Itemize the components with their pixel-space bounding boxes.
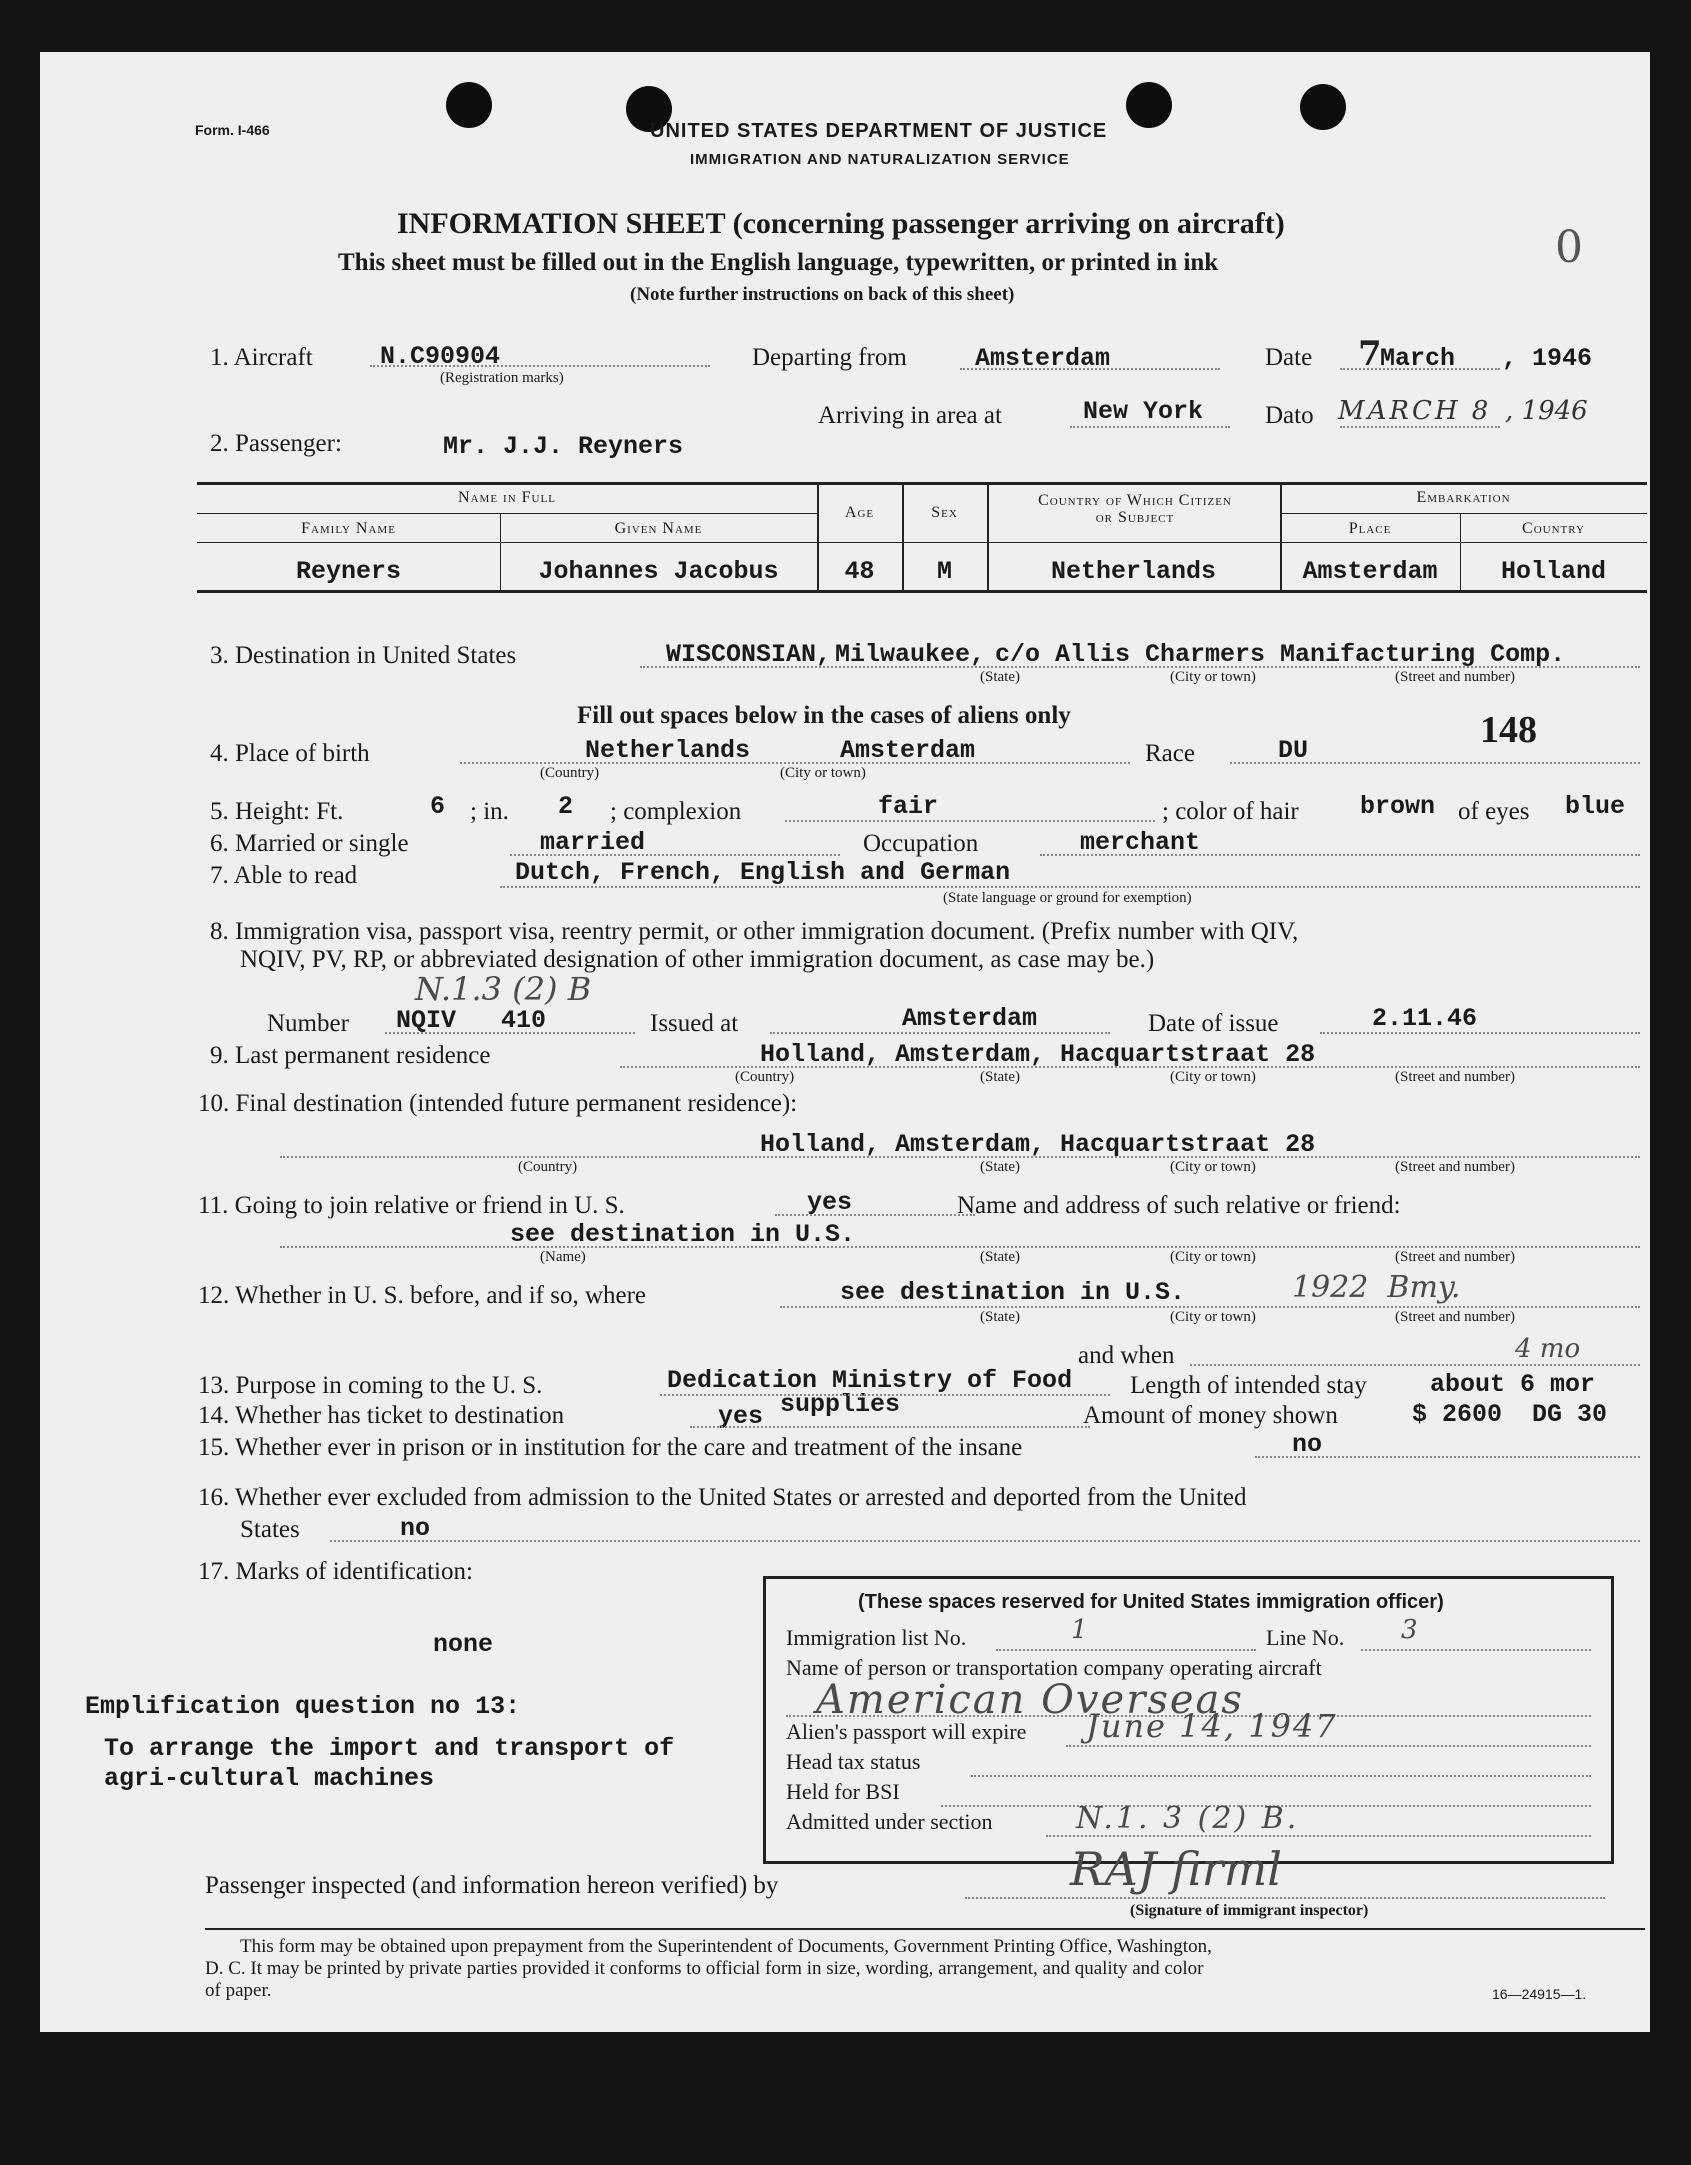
form-sheet — [40, 52, 1650, 2032]
q11-name-dotline — [280, 1246, 1640, 1248]
q8-date-dotline — [1320, 1032, 1640, 1034]
admitted-section-value: N.1. 3 (2) B. — [1076, 1801, 1300, 1836]
departing-label: Departing from — [752, 344, 907, 371]
q13-dotline — [660, 1394, 1110, 1396]
q11-sub-name: (Name) — [540, 1249, 586, 1265]
th-place: Place — [1348, 520, 1392, 537]
line-no-dotline — [1361, 1649, 1591, 1651]
q11-dotline — [775, 1214, 975, 1216]
footer-rule — [205, 1928, 1645, 1930]
q11-sub-city: (City or town) — [1170, 1249, 1256, 1265]
complexion-value: fair — [878, 792, 939, 821]
table-subheader-rule — [197, 513, 817, 514]
th-age: Age — [844, 504, 875, 521]
inspection-sub: (Signature of immigrant inspector) — [1130, 1902, 1369, 1919]
q15-label: 15. Whether ever in prison or in institution for the care and treatment of the insane — [198, 1434, 1023, 1461]
td-sex: M — [936, 557, 952, 586]
q8-number: NQIV 410 — [396, 1006, 547, 1035]
q14-money-label: Amount of money shown — [1083, 1402, 1338, 1429]
q7-label: 7. Able to read — [210, 862, 358, 889]
q4-country: Netherlands — [585, 736, 751, 765]
q8-number-label: Number — [267, 1010, 349, 1037]
inspector-signature: RAJ firml — [1070, 1842, 1282, 1896]
q9-value: Holland, Amsterdam, Hacquartstraat 28 — [760, 1040, 1316, 1069]
q3-dotline — [640, 666, 1640, 668]
admitted-section-label: Admitted under section — [786, 1809, 993, 1834]
q14-label: 14. Whether has ticket to destination — [198, 1402, 565, 1429]
q10-dotline — [280, 1156, 1640, 1158]
height-ft: 6 — [430, 792, 446, 821]
race-value: DU — [1278, 736, 1309, 765]
arriving-label: Arriving in area at — [818, 402, 1002, 429]
q3-sub-state: (State) — [980, 669, 1020, 685]
list-dotline — [996, 1649, 1256, 1651]
q16-label-line2: States — [240, 1516, 300, 1543]
corner-circle-mark: 0 — [1555, 222, 1583, 273]
race-dotline — [1230, 762, 1640, 764]
q9-label: 9. Last permanent residence — [210, 1042, 491, 1069]
height-in-label: ; in. — [470, 798, 509, 825]
passenger-label: 2. Passenger: — [210, 430, 342, 457]
operator-value: American Overseas — [816, 1677, 1244, 1723]
q12-handwritten: 1922 Bmy. — [1292, 1270, 1461, 1305]
q8-date-label: Date of issue — [1148, 1010, 1279, 1037]
q14-money: $ 2600 DG 30 — [1412, 1400, 1608, 1429]
q10-label: 10. Final destination (intended future permanent residence): — [198, 1090, 798, 1117]
emplification-line1: To arrange the import and transport of — [104, 1734, 675, 1763]
q8-label-line1: 8. Immigration visa, passport visa, reentry permit, or other immigration document. (Prefix number with QIV, — [210, 918, 1299, 945]
q11-name-value: see destination in U.S. — [510, 1220, 856, 1249]
q5-label: 5. Height: Ft. — [210, 798, 344, 825]
arriving-dotline — [1070, 426, 1230, 428]
q14-value: yes — [718, 1402, 764, 1431]
immigration-list-label: Immigration list No. — [786, 1625, 967, 1650]
q15-dotline — [1255, 1456, 1640, 1458]
q9-dotline — [620, 1066, 1640, 1068]
q9-sub-country: (Country) — [735, 1069, 795, 1085]
table-header-rule — [197, 542, 1647, 543]
footer-code: 16—24915—1. — [1492, 1986, 1587, 2002]
th-given-name: Given Name — [614, 520, 703, 537]
held-bsi-label: Held for BSI — [786, 1779, 900, 1804]
date-day: 7 — [1358, 334, 1382, 374]
q16-dotline — [330, 1540, 1640, 1542]
table-top-rule — [197, 482, 1647, 485]
date-year: , 1946 — [1502, 344, 1593, 373]
footer-line2: D. C. It may be printed by private parties provided it conforms to official form in size, wording, arrangement, and quality and color — [205, 1958, 1204, 1979]
th-family-name: Family Name — [301, 520, 396, 537]
q12-value: see destination in U.S. — [840, 1278, 1186, 1307]
aircraft-dotline — [370, 365, 710, 367]
th-sex: Sex — [931, 504, 958, 521]
aircraft-registration: N.C90904 — [380, 342, 501, 371]
headtax-dotline — [971, 1775, 1591, 1777]
complexion-label: ; complexion — [610, 798, 742, 825]
aircraft-label: 1. Aircraft — [210, 344, 313, 371]
th-name-in-full: Name in Full — [458, 489, 556, 506]
th-country: Country of Which Citizen or Subject — [1038, 492, 1232, 526]
hair-value: brown — [1360, 792, 1436, 821]
hair-label: ; color of hair — [1162, 798, 1299, 825]
operator-label: Name of person or transportation company operating aircraft — [786, 1655, 1322, 1680]
q3-label: 3. Destination in United States — [210, 642, 517, 669]
marital-value: married — [540, 828, 646, 857]
service-title: IMMIGRATION AND NATURALIZATION SERVICE — [690, 151, 1070, 168]
q6-label: 6. Married or single — [210, 830, 409, 857]
td-citizen: Netherlands — [1050, 557, 1217, 586]
q11-name-label: Name and address of such relative or friend: — [957, 1192, 1401, 1219]
hand-number-148: 148 — [1480, 709, 1537, 751]
occupation-value: merchant — [1080, 828, 1201, 857]
q9-sub-street: (Street and number) — [1395, 1069, 1515, 1085]
q6-dotline — [510, 854, 840, 856]
q13-value-line2: supplies — [780, 1390, 901, 1419]
inspection-dotline — [965, 1897, 1605, 1899]
q12-when-dotline — [1190, 1364, 1640, 1366]
q8-label-line2: NQIV, PV, RP, or abbreviated designation of other immigration document, as case may be.) — [240, 946, 1155, 973]
q8-issued-dotline — [770, 1032, 1110, 1034]
q8-date: 2.11.46 — [1372, 1004, 1478, 1033]
q3-sub-street: (Street and number) — [1395, 669, 1515, 685]
table-subheader-rule-2 — [1280, 513, 1647, 514]
q11-sub-state: (State) — [980, 1249, 1020, 1265]
punch-hole-1 — [446, 82, 492, 128]
q12-sub-state: (State) — [980, 1309, 1020, 1325]
q4-sub-country: (Country) — [540, 765, 600, 781]
eyes-value: blue — [1565, 792, 1626, 821]
eyes-label: of eyes — [1458, 798, 1530, 825]
date-label: Date — [1265, 344, 1313, 371]
passenger-value: Mr. J.J. Reyners — [443, 432, 684, 461]
q13-value-line1: Dedication Ministry of Food — [667, 1366, 1073, 1395]
date-dotline — [1340, 368, 1500, 370]
th-emb-country: Country — [1522, 520, 1585, 537]
date-month: March — [1380, 344, 1456, 373]
q13-length-label: Length of intended stay — [1130, 1372, 1367, 1399]
emplification-line2: agri-cultural machines — [104, 1764, 435, 1793]
sheet-title: INFORMATION SHEET (concerning passenger arriving on aircraft) — [397, 207, 1285, 240]
departing-value: Amsterdam — [975, 344, 1111, 373]
immigration-list-value: 1 — [1071, 1615, 1088, 1645]
date2-value: MARCH 8 — [1338, 396, 1492, 426]
footer-line3: of paper. — [205, 1980, 272, 2001]
footer-line1: This form may be obtained upon prepayment from the Superintendent of Documents, Government Printing Office, Washington, — [240, 1936, 1212, 1957]
instruction-line-2: (Note further instructions on back of this sheet) — [630, 284, 1015, 305]
q3-city: Milwaukee, — [835, 640, 986, 669]
passport-expire-label: Alien's passport will expire — [786, 1719, 1027, 1744]
height-in: 2 — [558, 792, 574, 821]
td-place: Amsterdam — [1302, 557, 1438, 586]
q3-state: WISCONSIAN, — [666, 640, 832, 669]
q13-length: about 6 mor — [1430, 1370, 1596, 1399]
q4-sub-city: (City or town) — [780, 765, 866, 781]
q12-sub-street: (Street and number) — [1395, 1309, 1515, 1325]
td-family: Reyners — [295, 557, 402, 586]
q13-handwritten: 4 mo — [1515, 1334, 1581, 1364]
q11-label: 11. Going to join relative or friend in U. S. — [198, 1192, 625, 1219]
departing-dotline — [960, 368, 1220, 370]
td-country: Holland — [1500, 557, 1607, 586]
q4-city: Amsterdam — [840, 736, 976, 765]
q11-sub-street: (Street and number) — [1395, 1249, 1515, 1265]
line-no-value: 3 — [1401, 1615, 1418, 1645]
q15-value: no — [1292, 1430, 1323, 1459]
q10-sub-street: (Street and number) — [1395, 1159, 1515, 1175]
date2-dotline — [1340, 426, 1500, 428]
q7-dotline — [500, 886, 1640, 888]
q10-sub-city: (City or town) — [1170, 1159, 1256, 1175]
q8-issued-label: Issued at — [650, 1010, 739, 1037]
registration-sublabel: (Registration marks) — [440, 370, 564, 386]
q14-dotline — [690, 1426, 1090, 1428]
td-given: Johannes Jacobus — [538, 557, 779, 586]
table-bottom-rule — [197, 590, 1647, 593]
q17-value: none — [433, 1630, 494, 1659]
form-number: Form. I-466 — [195, 122, 270, 138]
race-label: Race — [1145, 740, 1195, 767]
complexion-dotline — [785, 820, 1155, 822]
passport-dotline — [1066, 1745, 1591, 1747]
q10-sub-country: (Country) — [518, 1159, 578, 1175]
date2-year: , 1946 — [1505, 396, 1588, 426]
q4-label: 4. Place of birth — [210, 740, 370, 767]
officer-reserved-box — [763, 1576, 1614, 1864]
emplification-heading: Emplification question no 13: — [85, 1692, 521, 1721]
q10-value: Holland, Amsterdam, Hacquartstraat 28 — [760, 1130, 1316, 1159]
q8-number-dotline — [385, 1032, 635, 1034]
q13-label: 13. Purpose in coming to the U. S. — [198, 1372, 543, 1399]
q16-label-line1: 16. Whether ever excluded from admission to the United States or arrested and deported from the United — [198, 1484, 1247, 1511]
line-no-label: Line No. — [1266, 1625, 1345, 1650]
arriving-value: New York — [1083, 397, 1204, 426]
punch-hole-3 — [1126, 82, 1172, 128]
q12-label: 12. Whether in U. S. before, and if so, where — [198, 1282, 647, 1309]
head-tax-label: Head tax status — [786, 1749, 921, 1774]
instruction-line-1: This sheet must be filled out in the English language, typewritten, or printed in ink — [338, 249, 1219, 276]
q7-value: Dutch, French, English and German — [515, 858, 1011, 887]
passport-expire-value: June 14, 1947 — [1086, 1707, 1338, 1745]
q12-when-label: and when — [1078, 1342, 1175, 1369]
occupation-dotline — [1040, 854, 1640, 856]
q12-dotline — [780, 1306, 1640, 1308]
q8-issued: Amsterdam — [902, 1004, 1038, 1033]
occupation-label: Occupation — [863, 830, 979, 857]
q12-sub-city: (City or town) — [1170, 1309, 1256, 1325]
q9-sub-state: (State) — [980, 1069, 1020, 1085]
aliens-heading: Fill out spaces below in the cases of aliens only — [577, 702, 1071, 729]
date2-label: Dato — [1265, 402, 1314, 429]
inspection-label: Passenger inspected (and information hereon verified) by — [205, 1872, 779, 1899]
q7-sub: (State language or ground for exemption) — [943, 890, 1192, 906]
q16-value: no — [400, 1514, 431, 1543]
q10-sub-state: (State) — [980, 1159, 1020, 1175]
section-dotline — [1046, 1835, 1591, 1837]
q3-sub-city: (City or town) — [1170, 669, 1256, 685]
td-age: 48 — [844, 557, 875, 586]
q9-sub-city: (City or town) — [1170, 1069, 1256, 1085]
officer-box-heading: (These spaces reserved for United States immigration officer) — [858, 1591, 1444, 1613]
th-embarkation: Embarkation — [1416, 489, 1511, 506]
q8-handwritten: N.1.3 (2) B — [415, 970, 592, 1008]
q17-label: 17. Marks of identification: — [198, 1558, 473, 1585]
q11-value: yes — [807, 1188, 853, 1217]
punch-hole-4 — [1300, 84, 1346, 130]
q3-street: c/o Allis Charmers Manifacturing Comp. — [995, 640, 1566, 669]
q4-dotline — [460, 762, 1130, 764]
department-title: UNITED STATES DEPARTMENT OF JUSTICE — [650, 120, 1108, 142]
